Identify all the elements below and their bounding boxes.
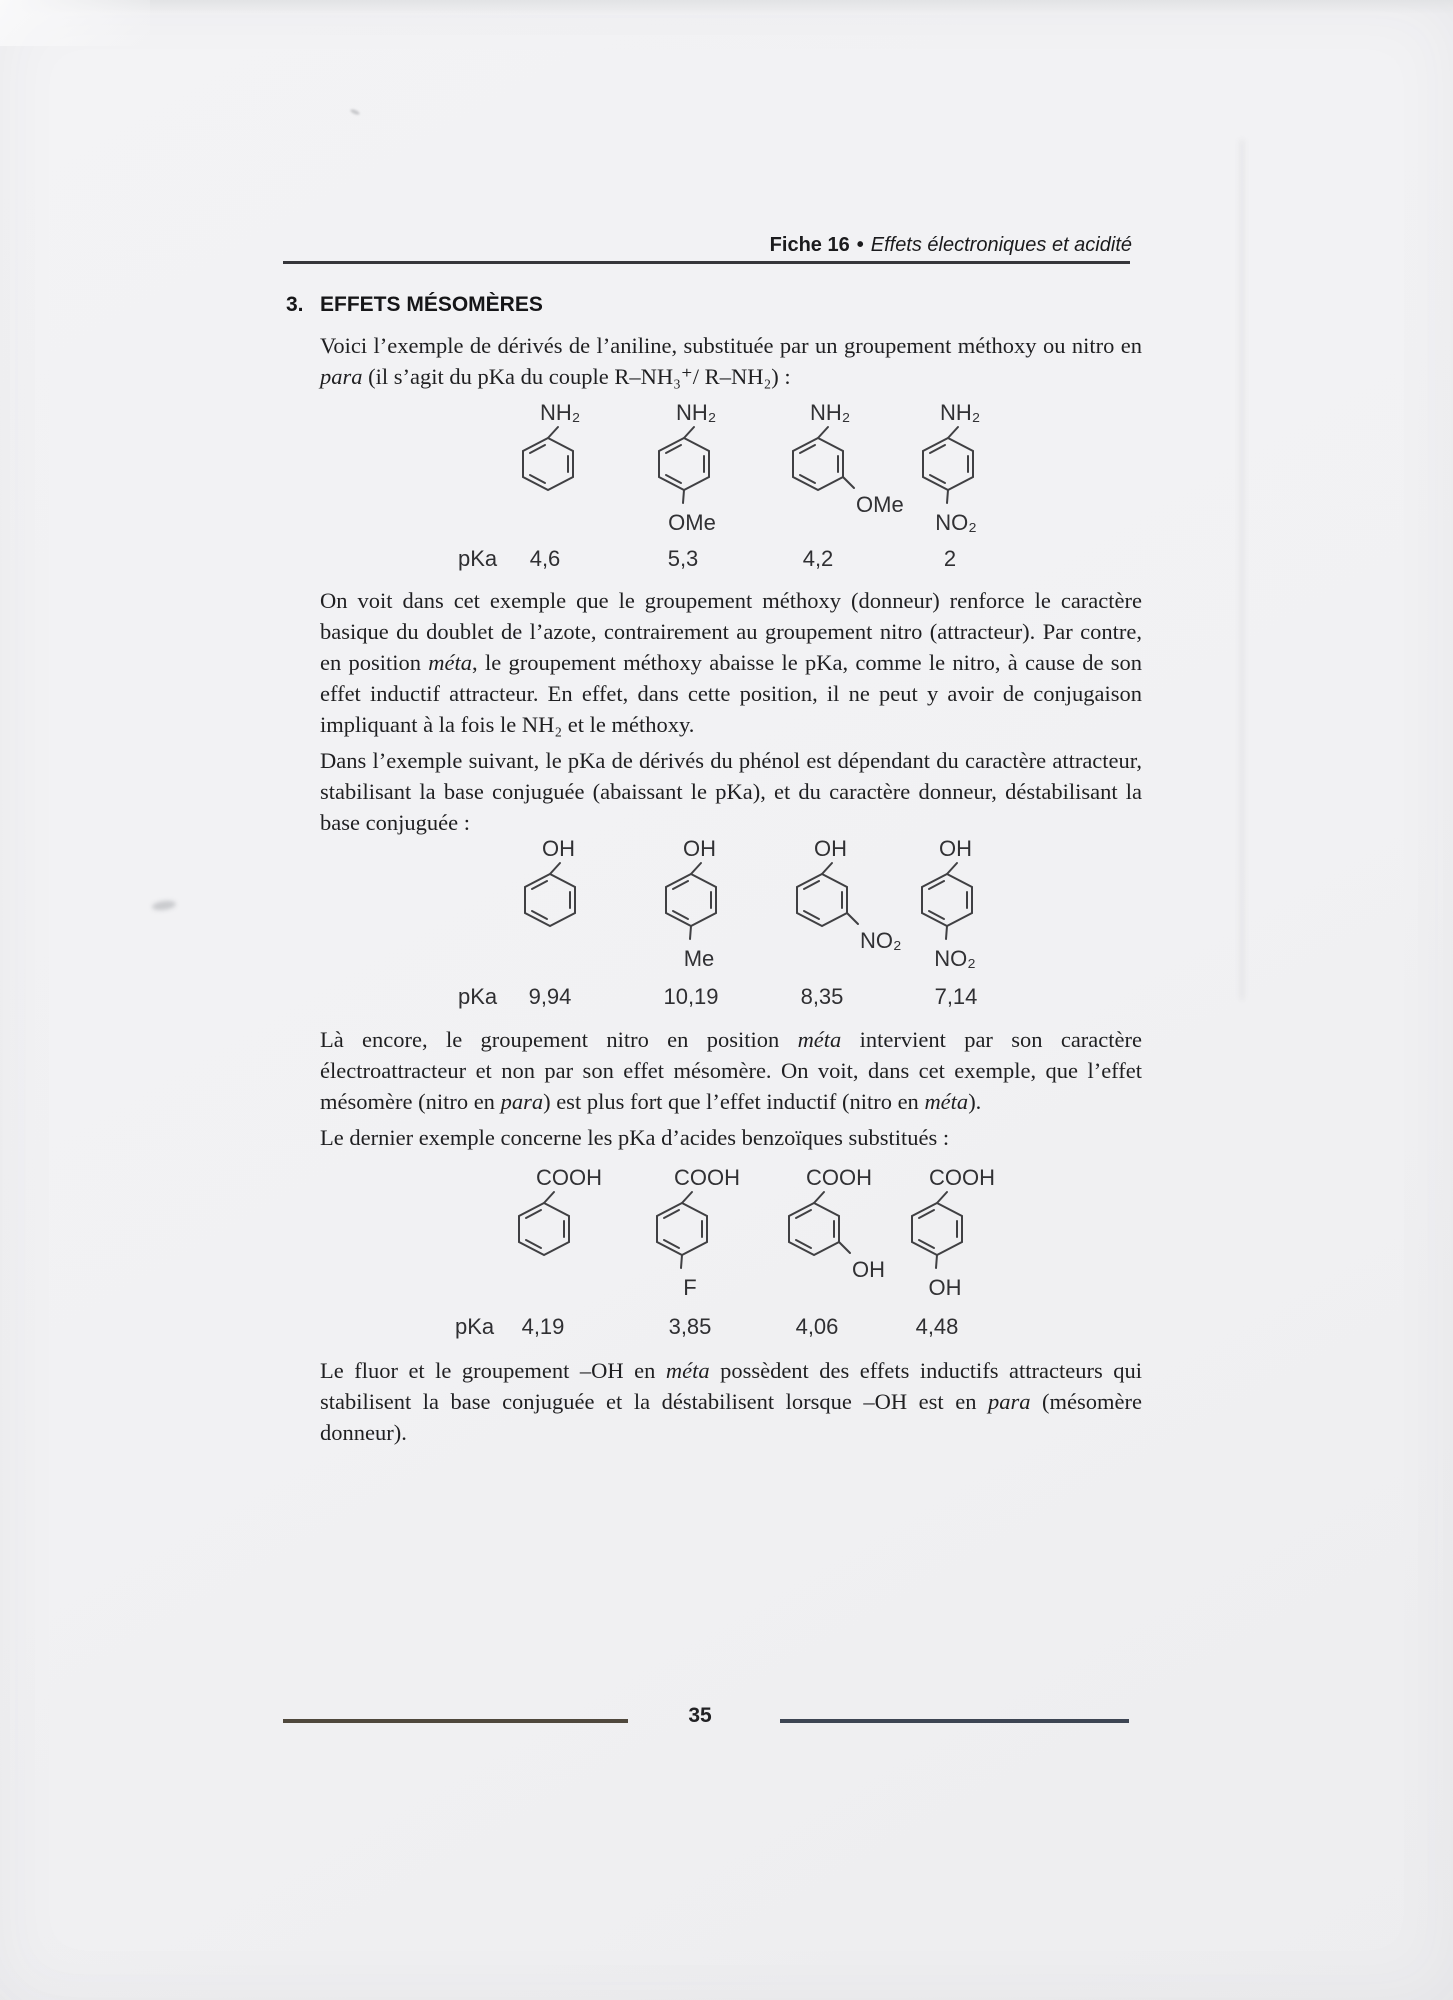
molecule-structure	[776, 1165, 906, 1307]
molecule-structure	[644, 1165, 774, 1307]
benzene-ring	[510, 424, 602, 510]
molecule-structure	[510, 400, 640, 542]
pka-value: 4,6	[529, 546, 561, 571]
substituent-label-top: COOH	[674, 1165, 740, 1190]
substituent-label-top: NH₂	[810, 400, 851, 425]
section-title: EFFETS MÉSOMÈRES	[320, 293, 543, 316]
pka-value: 5,3	[667, 546, 699, 571]
molecule-structure	[910, 400, 1040, 542]
molecule-structure	[646, 400, 776, 542]
header-bullet: •	[856, 234, 864, 256]
page-number: 35	[688, 1704, 712, 1727]
section-number: 3.	[286, 293, 304, 316]
pka-value: 7,14	[934, 984, 978, 1009]
pka-value: 10,19	[663, 984, 719, 1009]
pka-value: 8,35	[800, 984, 844, 1009]
substituent-label-para: F	[683, 1275, 697, 1300]
substituent-label-top: NH₂	[676, 400, 717, 425]
pka-row	[0, 546, 1453, 576]
substituent-label-top: COOH	[806, 1165, 872, 1190]
pka-label: pKa	[458, 984, 498, 1009]
substituent-label-top: NH₂	[940, 400, 981, 425]
pka-value: 4,2	[802, 546, 834, 571]
benzene-ring	[644, 1189, 736, 1275]
paragraph-fluor-oh: Le fluor et le groupement –OH en méta possèdent des effets inductifs attracteurs qui stabilisent la base conjuguée et la déstabilisent lorsque –OH est en para (mésomère donneur).	[320, 1358, 1142, 1445]
substituent-label-top: OH	[542, 836, 575, 861]
benzene-ring	[910, 424, 1002, 510]
pka-label: pKa	[458, 546, 498, 571]
pka-value: 2	[943, 546, 957, 571]
paragraph-benzoic-intro: Le dernier exemple concerne les pKa d’acides benzoïques substitués :	[320, 1125, 950, 1150]
benzene-ring	[909, 860, 1001, 946]
substituent-label-top: NH₂	[540, 400, 581, 425]
molecule-structure	[909, 836, 1039, 978]
substituent-label-top: OH	[683, 836, 716, 861]
benzene-ring	[506, 1189, 598, 1275]
substituent-label-top: OH	[814, 836, 847, 861]
substituent-label-para: OMe	[668, 510, 716, 535]
substituent-label-para: NO₂	[934, 946, 976, 971]
molecule-structure	[784, 836, 914, 978]
pka-value: 9,94	[528, 984, 572, 1009]
benzene-ring	[646, 424, 738, 510]
substituent-label-top: OH	[939, 836, 972, 861]
pka-value: 3,85	[668, 1314, 712, 1339]
substituent-label-meta: OMe	[856, 492, 904, 517]
pka-value: 4,19	[521, 1314, 565, 1339]
pka-row	[0, 984, 1453, 1014]
scan-corner-highlight	[0, 0, 150, 46]
scan-smudge-artifact	[151, 899, 176, 911]
paragraph-phenol-intro: Dans l’exemple suivant, le pKa de dérivés du phénol est dépendant du caractère attracteur, stabilisant la base conjuguée (abaissant le pKa), et du caractère donneur, déstabilisant la base conjuguée :	[320, 748, 1142, 835]
header-chapter-title: Effets électroniques et acidité	[870, 234, 1132, 256]
footer-rule-right	[780, 1719, 1129, 1723]
header-rule	[283, 261, 1130, 264]
benzene-ring	[512, 860, 604, 946]
substituent-label-para: NO₂	[935, 510, 977, 535]
pka-value: 4,06	[795, 1314, 839, 1339]
molecule-structure	[512, 836, 642, 978]
paragraph-nitro-meta: Là encore, le groupement nitro en position méta intervient par son caractère électroattracteur et non par son effet mésomère. On voit, dans cet exemple, que l’effet mésomère (nitro en para) est plus fort que l’effet inductif (nitro en méta).	[320, 1027, 1142, 1114]
molecule-structure	[506, 1165, 636, 1307]
substituent-label-meta: NO₂	[860, 928, 902, 953]
substituent-label-top: COOH	[929, 1165, 995, 1190]
substituent-label-top: COOH	[536, 1165, 602, 1190]
pka-value: 4,48	[915, 1314, 959, 1339]
substituent-label-para: Me	[683, 946, 715, 971]
substituent-label-para: OH	[928, 1275, 962, 1300]
molecule-structure	[899, 1165, 1029, 1307]
substituent-label-meta: OH	[852, 1257, 885, 1282]
section-heading	[286, 293, 543, 317]
molecule-structure	[780, 400, 910, 542]
scan-edge-shadow	[0, 0, 1453, 14]
scan-mark-artifact	[350, 108, 361, 116]
paragraph-methoxy-effect: On voit dans cet exemple que le groupement méthoxy (donneur) renforce le caractère basique du doublet de l’azote, contrairement au groupement nitro (attracteur). Par contre, en position méta, le groupement méthoxy abaisse le pKa, comme le nitro, à cause de son effet inductif attracteur. En effet, dans cette position, il ne peut y avoir de conjugaison impliquant à la fois le NH₂ et le méthoxy.	[320, 588, 1143, 737]
paragraph-intro-aniline: Voici l’exemple de dérivés de l’aniline, substituée par un groupement méthoxy ou nitro en para (il s’agit du pKa du couple R–NH₃⁺/ R–NH₂) :	[320, 333, 1142, 389]
running-header	[770, 234, 1132, 257]
molecule-structure	[653, 836, 783, 978]
footer-rule-left	[283, 1719, 628, 1723]
benzene-ring	[653, 860, 745, 946]
header-fiche-number: Fiche 16	[769, 234, 850, 256]
pka-label: pKa	[455, 1314, 495, 1339]
benzene-ring	[899, 1189, 991, 1275]
pka-row	[0, 1314, 1453, 1344]
